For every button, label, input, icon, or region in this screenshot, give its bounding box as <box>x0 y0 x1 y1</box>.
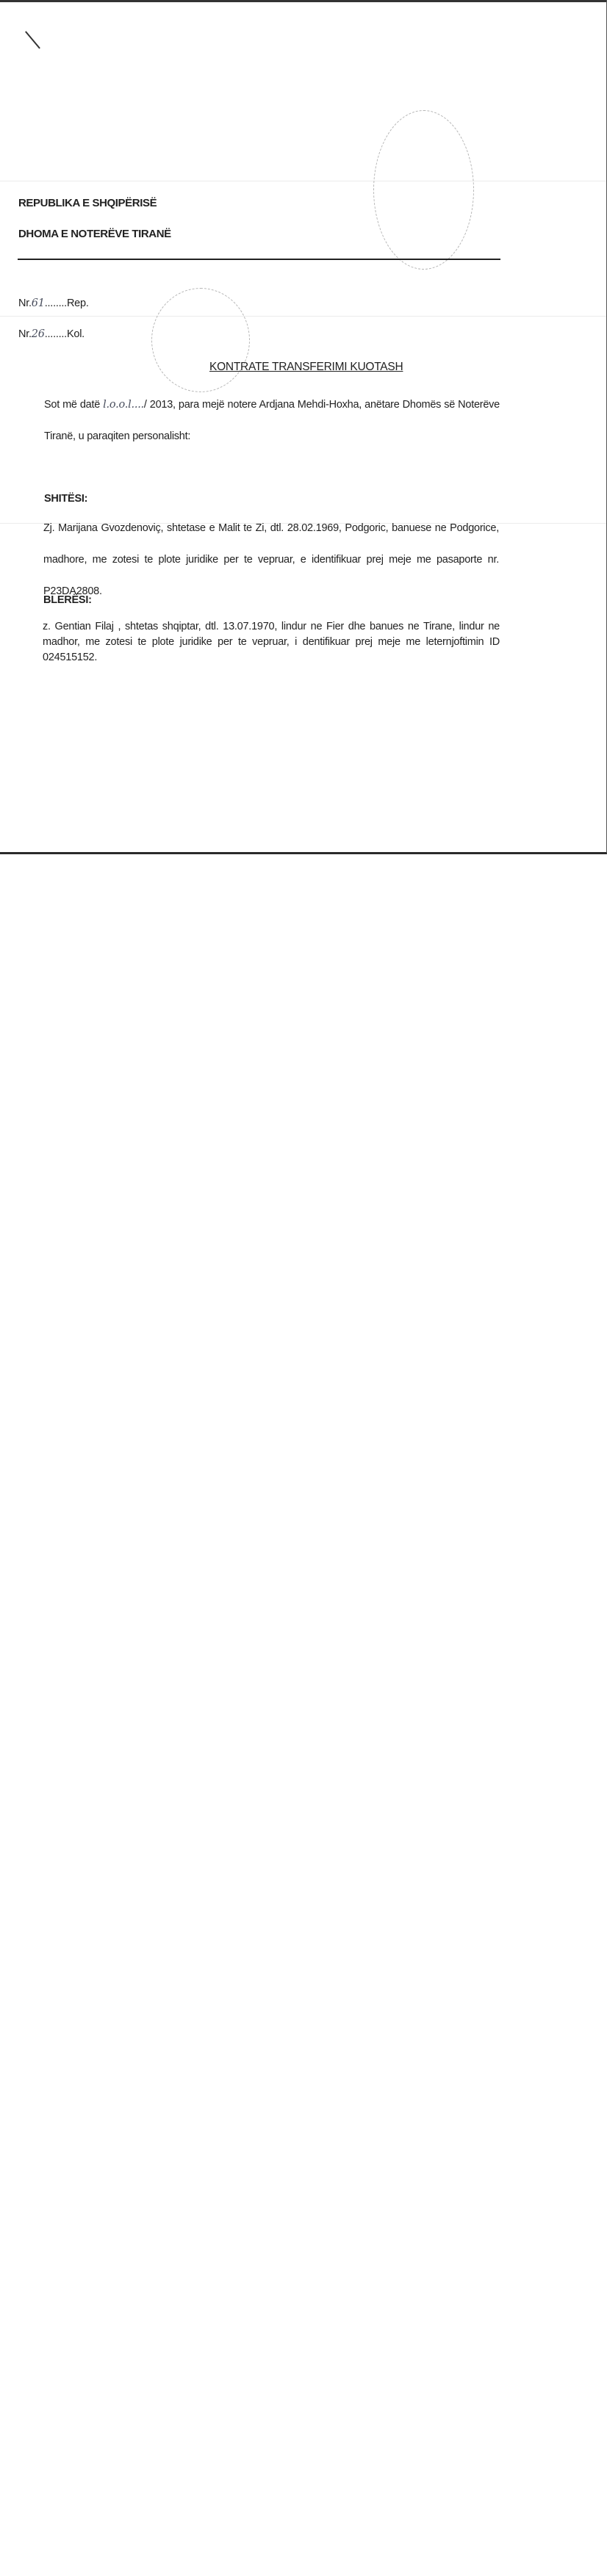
kol-number: 26 <box>31 328 45 340</box>
buyer-text: z. Gentian Filaj , shtetas shqiptar, dtl. 13.07.1970, lindur ne Fier dhe banues ne Tirane, lindur ne madhor, me zotesi te plote juridike per te vepruar, i dentifikuar prej meje me leternjoftimin ID 024515152. <box>43 621 500 663</box>
seller-text: Zj. Marijana Gvozdenoviç, shtetase e Malit te Zi, dtl. 28.02.1969, Podgoric, banuese ne Podgorice, madhore, me zotesi te plote juridike per te vepruar, e identifikuar prej meje me pasaporte nr. P23DA2808. <box>43 522 499 597</box>
rep-prefix: Nr. <box>18 297 32 309</box>
embossed-stamp <box>151 288 250 392</box>
kol-suffix: ........Kol. <box>44 328 85 340</box>
intro-text <box>44 389 500 452</box>
intro-date-handwritten: l.o.o.l.... <box>103 399 144 411</box>
pen-mark <box>25 31 40 48</box>
page-edge <box>0 0 607 2</box>
intro-start: Sot më datë <box>44 399 104 411</box>
kol-prefix: Nr. <box>18 328 32 340</box>
header-chamber: DHOMA E NOTERËVE TIRANË <box>18 228 171 240</box>
rep-suffix: ........Rep. <box>44 297 89 309</box>
embossed-stamp <box>373 110 474 270</box>
document-page-1 <box>0 0 607 854</box>
rep-number: 61 <box>31 297 45 309</box>
rep-number-line <box>18 295 89 311</box>
scan-artifact <box>0 316 607 317</box>
seller-heading: SHITËSI: <box>44 493 88 505</box>
document-title: KONTRATE TRANSFERIMI KUOTASH <box>209 361 403 373</box>
buyer-heading: BLERËSI: <box>43 594 92 606</box>
header-rule <box>18 259 500 260</box>
header-country: REPUBLIKA E SHQIPËRISË <box>18 197 157 209</box>
intro-rest: / 2013, para mejë notere Ardjana Mehdi-Hoxha, anëtare Dhomës së Noterëve Tiranë, u paraqiten personalisht: <box>44 399 500 442</box>
kol-number-line <box>18 326 85 342</box>
